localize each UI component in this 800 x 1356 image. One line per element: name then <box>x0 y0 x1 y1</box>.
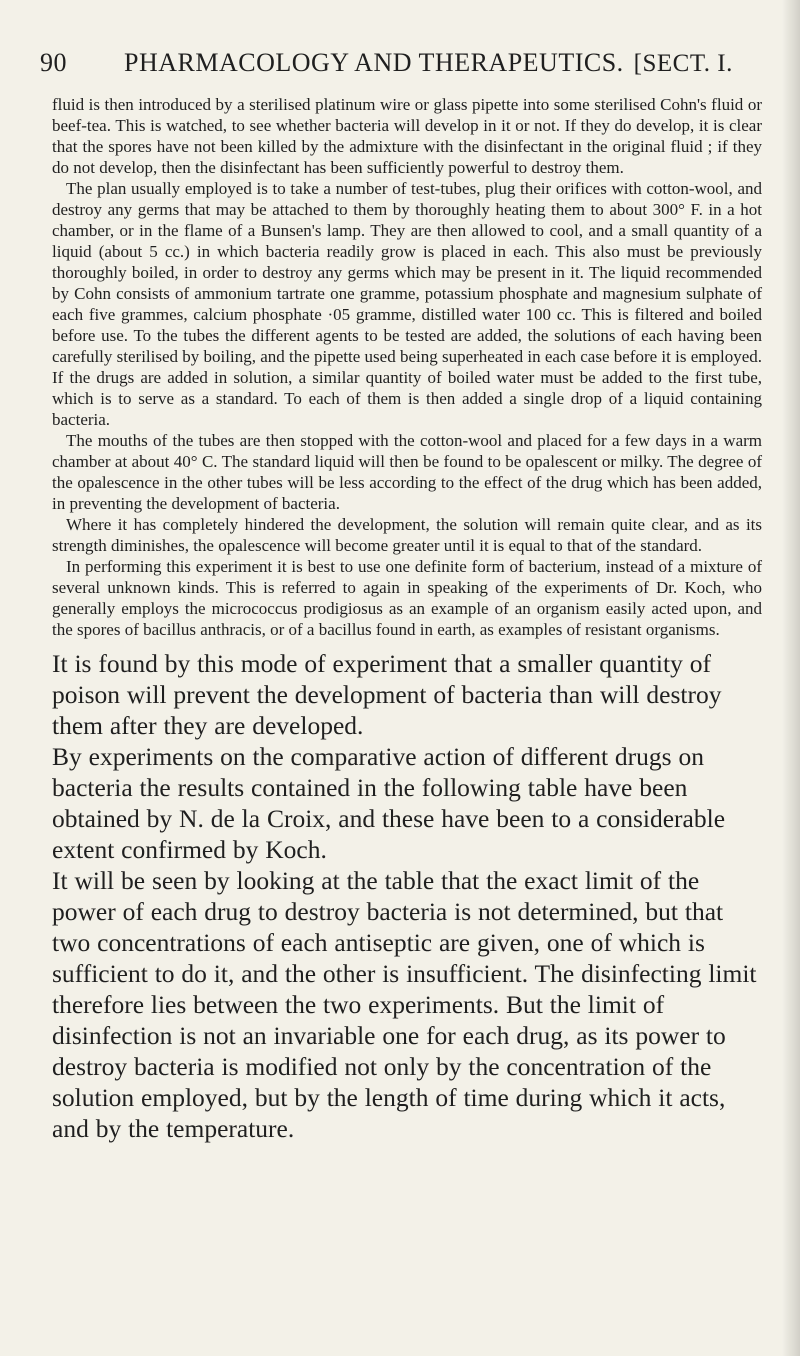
page-header <box>40 48 762 78</box>
paragraph: The mouths of the tubes are then stopped with the cotton-wool and placed for a few days in a warm chamber at about 40° C. The standard liquid will then be found to be opalescent or milky. The degree of the opalescence in the other tubes will be less according to the effect of the drug which has been added, in preventing the development of bacteria. <box>52 431 762 513</box>
book-page <box>40 48 762 1144</box>
paragraph: It will be seen by looking at the table that the exact limit of the power of each drug to destroy bacteria is not determined, but that two concentrations of each antiseptic are given, one of which is sufficient to do it, and the other is insufficient. The disinfecting limit therefore lies between the two experiments. But the limit of disinfection is not an invariable one for each drug, as its power to destroy bacteria is modified not only by the concentration of the solution employed, but by the length of time during which it acts, and by the temperature. <box>52 866 757 1143</box>
paragraph: fluid is then introduced by a sterilised platinum wire or glass pipette into some sterilised Cohn's fluid or beef-tea. This is watched, to see whether bacteria will develop in it or not. If they do develop, it is clear that the spores have not been killed by the admixture with the disinfectant in the original fluid ; if they do not develop, then the disinfectant has been sufficiently powerful to destroy them. <box>52 95 762 177</box>
large-text-block <box>52 648 762 1144</box>
small-text-block <box>52 94 762 640</box>
section-label: [SECT. I. <box>633 50 733 77</box>
paragraph: In performing this experiment it is best to use one definite form of bacterium, instead of a mixture of several unknown kinds. This is referred to again in speaking of the experiments of Dr. Koch, who generally employs the micrococcus prodigiosus as an example of an organism easily acted upon, and the spores of bacillus anthracis, or of a bacillus found in earth, as examples of resistant organisms. <box>52 557 762 639</box>
page-edge-shadow <box>782 0 800 1356</box>
page-number: 90 <box>40 48 67 77</box>
paragraph: It is found by this mode of experiment that a smaller quantity of poison will prevent the development of bacteria than will destroy them after they are developed. <box>52 649 722 740</box>
paragraph: The plan usually employed is to take a number of test-tubes, plug their orifices with cotton-wool, and destroy any germs that may be attached to them by thoroughly heating them to about 300° F. in a hot chamber, or in the flame of a Bunsen's lamp. They are then allowed to cool, and a small quantity of a liquid (about 5 cc.) in which bacteria readily grow is placed in each. This also must be previously thoroughly boiled, in order to destroy any germs which may be present in it. The liquid recommended by Cohn consists of ammonium tartrate one gramme, potassium phosphate and magnesium sulphate of each five grammes, calcium phosphate ·05 gramme, distilled water 100 cc. This is filtered and boiled before use. To the tubes the different agents to be tested are added, the solutions of each having been carefully sterilised by boiling, and the pipette used being superheated in each case before it is employed. If the drugs are added in solution, a similar quantity of boiled water must be added to the first tube, which is to serve as a standard. To each of them is then added a single drop of a liquid containing bacteria. <box>52 179 762 429</box>
running-title: PHARMACOLOGY AND THERAPEUTICS. <box>124 48 624 77</box>
paragraph: By experiments on the comparative action of different drugs on bacteria the results contained in the following table have been obtained by N. de la Croix, and these have been to a considerable extent confirmed by Koch. <box>52 742 726 864</box>
paragraph: Where it has completely hindered the development, the solution will remain quite clear, and as its strength diminishes, the opalescence will become greater until it is equal to that of the standard. <box>52 515 762 555</box>
